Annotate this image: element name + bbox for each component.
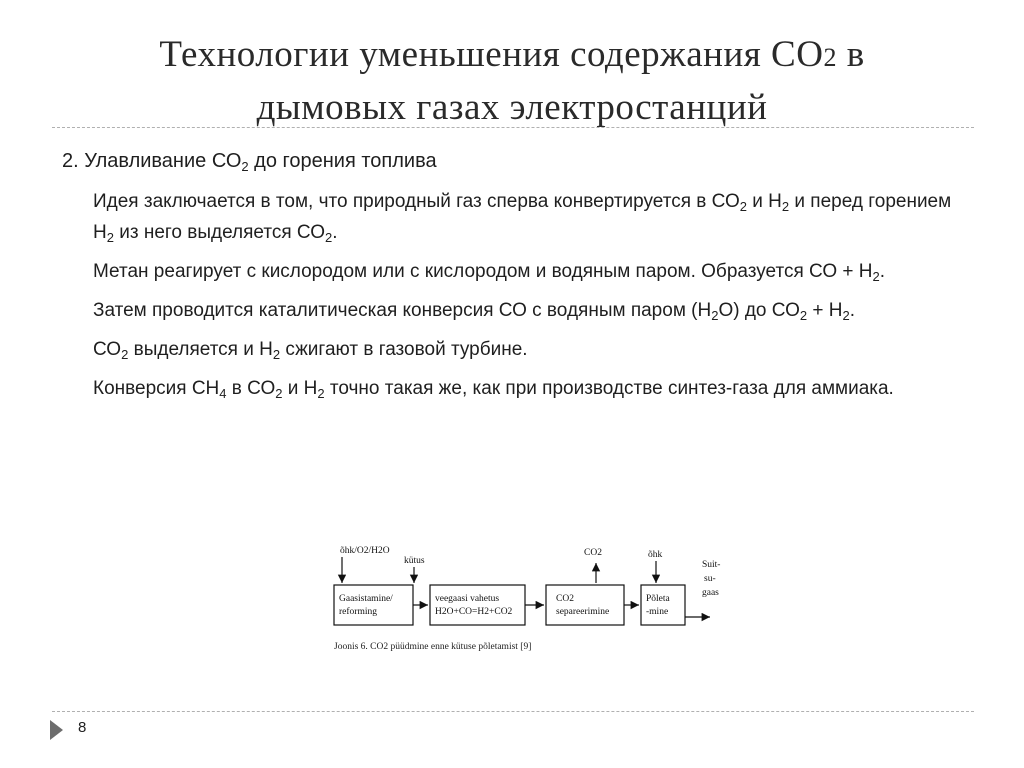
box-water-gas-shift bbox=[430, 585, 525, 625]
body-text bbox=[93, 186, 973, 412]
air-input-label: õhk bbox=[648, 550, 663, 560]
divider-top bbox=[52, 127, 974, 128]
box-water-gas-shift-label-2: H2O+CO=H2+CO2 bbox=[435, 607, 513, 617]
figure-caption: Joonis 6. CO2 püüdmine enne kütuse põletamist [9] bbox=[334, 642, 532, 652]
box-co2-separation-label-1: CO2 bbox=[556, 594, 574, 604]
input-air-oxygen-steam-label: õhk/O2/H2O bbox=[340, 546, 390, 556]
title-line-1: Технологии уменьшения содержания СО2 в bbox=[159, 34, 865, 75]
paragraph-idea: Идея заключается в том, что природный газ сперва конвертируется в $СО_2$ и $Н_2$ и перед горением $Н_2$ из него выделяется $СО_2$. bbox=[93, 191, 952, 245]
box-co2-separation bbox=[546, 585, 624, 625]
box-gasification bbox=[334, 585, 413, 625]
section-heading: 2. Улавливание $СО_2$ до горения топлива bbox=[62, 150, 437, 174]
title-line-2: дымовых газах электростанций bbox=[256, 87, 768, 128]
flue-gas-label-1: Suit- bbox=[702, 560, 721, 570]
box-gasification-label-1: Gaasistamine/ bbox=[339, 594, 393, 604]
flue-gas-label-3: gaas bbox=[702, 588, 719, 598]
paragraph-conversion: Затем проводится каталитическая конверсия СО с водяным паром $(Н_2О)$ до $СО_2 + Н_2$. bbox=[93, 300, 855, 323]
box-co2-separation-label-2: separeerimine bbox=[556, 607, 610, 617]
page-number: 8 bbox=[78, 719, 87, 736]
box-gasification-label-2: reforming bbox=[339, 607, 377, 617]
box-combustion-label-1: Põleta bbox=[646, 594, 670, 604]
process-diagram-svg bbox=[318, 497, 728, 682]
slide-title bbox=[60, 30, 964, 133]
paragraph-ammonia: Конверсия $СН_4$ в $СО_2$ и $Н_2$ точно такая же, как при производстве синтез-газа для аммиака. bbox=[93, 378, 894, 401]
box-combustion-label-2: -mine bbox=[646, 607, 669, 617]
paragraph-turbine: $СО_2$ выделяется и $Н_2$ сжигают в газовой турбине. bbox=[93, 339, 528, 362]
flue-gas-label-2: su- bbox=[704, 574, 716, 584]
paragraph-methane: Метан реагирует с кислородом или с кислородом и водяным паром. Образуется СО + $Н_2$. bbox=[93, 261, 885, 284]
process-diagram bbox=[318, 497, 728, 682]
box-combustion bbox=[641, 585, 685, 625]
co2-output-label: CO2 bbox=[584, 548, 602, 558]
box-water-gas-shift-label-1: veegaasi vahetus bbox=[435, 594, 500, 604]
divider-bottom bbox=[52, 711, 974, 712]
input-fuel-label: kütus bbox=[404, 556, 425, 566]
triangle-right-icon bbox=[50, 720, 63, 740]
